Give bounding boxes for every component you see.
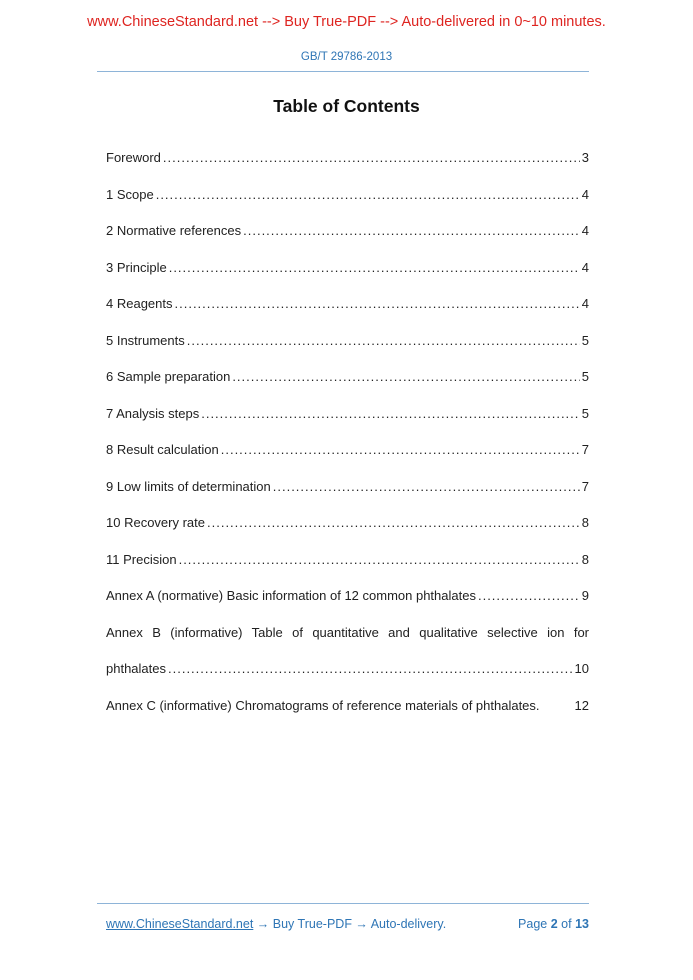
toc-entry-label: 9 Low limits of determination — [106, 478, 271, 494]
page-label-text: Page — [518, 917, 548, 931]
toc-leader-dots — [243, 213, 580, 250]
toc-entry — [106, 177, 589, 214]
toc-leader-dots — [221, 432, 580, 469]
current-page-number: 2 — [550, 917, 558, 931]
toc-entry-label: Annex C (informative) Chromatograms of reference materials of phthalates. — [106, 697, 540, 713]
toc-leader-dots — [163, 140, 580, 177]
toc-entry-label: 8 Result calculation — [106, 442, 219, 457]
toc-entry-page: 8 — [581, 551, 589, 567]
toc-entry — [106, 688, 589, 725]
toc-entry — [106, 615, 589, 652]
toc-leader-dots — [207, 505, 580, 542]
toc-entry — [106, 469, 589, 506]
toc-entry-label: 10 Recovery rate — [106, 515, 205, 530]
toc-entry — [106, 359, 589, 396]
toc-entry-label: 3 Principle — [106, 259, 167, 275]
toc-entry-label: Foreword — [106, 150, 161, 165]
toc-entry-page: 4 — [581, 296, 589, 311]
toc-entry — [106, 140, 589, 177]
toc-entry-label: 5 Instruments — [106, 332, 185, 348]
toc-list — [106, 140, 589, 724]
toc-leader-dots — [478, 578, 580, 615]
toc-entry-label: 7 Analysis steps — [106, 405, 200, 421]
page-indicator — [518, 911, 589, 937]
toc-entry-label: 4 Reagents — [106, 296, 173, 311]
toc-leader-dots — [179, 542, 580, 579]
toc-entry — [106, 542, 589, 579]
toc-leader-dots — [169, 250, 580, 287]
toc-entry — [106, 651, 589, 688]
toc-entry-label: 6 Sample preparation — [106, 369, 231, 384]
toc-entry-page: 7 — [581, 442, 589, 457]
toc-entry — [106, 213, 589, 250]
footer-divider — [97, 903, 589, 904]
toc-entry-page: 10 — [574, 661, 589, 676]
toc-entry-label: 1 Scope — [106, 186, 154, 202]
toc-entry — [106, 323, 589, 360]
toc-leader-dots — [168, 651, 573, 688]
toc-leader-dots — [156, 177, 580, 214]
header-divider — [97, 71, 589, 72]
page-of-text: of — [561, 917, 572, 931]
page-title: Table of Contents — [273, 96, 420, 116]
toc-entry — [106, 578, 589, 615]
toc-entry-page: 3 — [581, 150, 589, 165]
toc-entry-page: 5 — [581, 332, 589, 348]
toc-entry-page: 12 — [574, 697, 589, 713]
footer-tagline-group — [106, 911, 446, 937]
toc-entry — [106, 505, 589, 542]
toc-leader-dots — [273, 469, 580, 506]
header-notice: www.ChineseStandard.net --> Buy True-PDF --> Auto-delivered in 0~10 minutes. — [87, 14, 606, 30]
toc-entry-page: 5 — [581, 405, 589, 421]
toc-entry — [106, 396, 589, 433]
toc-leader-dots — [201, 396, 580, 433]
toc-entry — [106, 250, 589, 287]
toc-leader-dots — [232, 359, 579, 396]
toc-entry-label: Annex B (informative) Table of quantitative and qualitative selective ion for — [106, 624, 589, 640]
toc-entry-page: 8 — [581, 515, 589, 530]
footer-tagline: → Buy True-PDF → Auto-delivery. — [256, 917, 447, 931]
toc-entry-page: 4 — [581, 259, 589, 275]
toc-entry-label: 2 Normative references — [106, 223, 242, 238]
toc-entry-page: 5 — [581, 369, 589, 384]
footer — [106, 911, 589, 937]
toc-entry-label: phthalates — [106, 661, 166, 676]
footer-site-link[interactable]: www.ChineseStandard.net — [106, 917, 254, 931]
toc-leader-dots — [187, 323, 580, 360]
toc-entry — [106, 432, 589, 469]
toc-entry-page: 4 — [581, 223, 589, 238]
toc-entry-label: Annex A (normative) Basic information of 12 common phthalates — [106, 588, 476, 603]
toc-entry-label: 11 Precision — [106, 551, 177, 567]
toc-entry-page: 9 — [581, 588, 589, 603]
doc-number: GB/T 29786-2013 — [300, 51, 393, 63]
toc-leader-dots — [542, 688, 573, 725]
toc-entry — [106, 286, 589, 323]
toc-entry-page: 7 — [581, 478, 589, 494]
toc-entry-page: 4 — [581, 186, 589, 202]
total-pages-number: 13 — [575, 917, 589, 931]
toc-leader-dots — [175, 286, 580, 323]
